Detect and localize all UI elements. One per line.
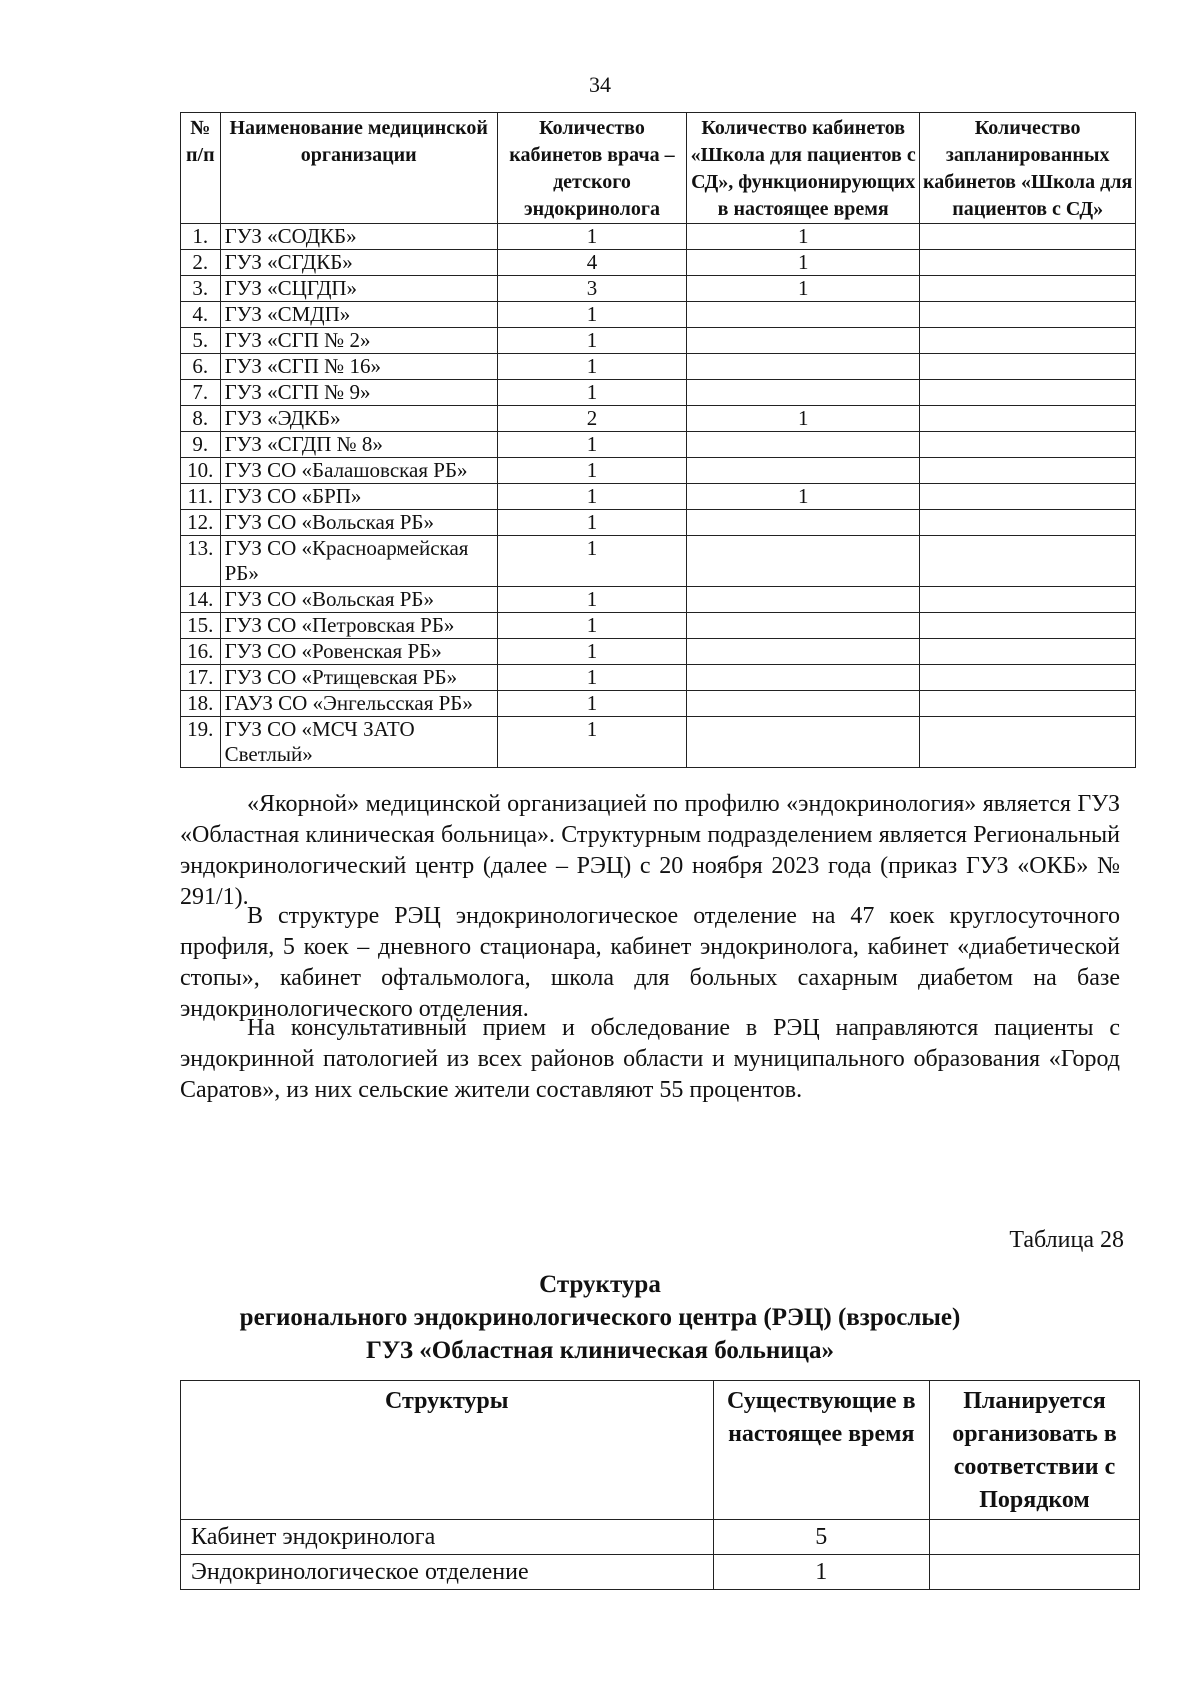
table-row <box>181 665 1136 691</box>
school-cabinets-count <box>687 432 920 458</box>
row-number: 2. <box>181 250 221 276</box>
row-number: 6. <box>181 354 221 380</box>
doctor-cabinets-count: 1 <box>497 484 686 510</box>
row-number: 13. <box>181 536 221 587</box>
school-cabinets-count: 1 <box>687 224 920 250</box>
doctor-cabinets-count: 1 <box>497 639 686 665</box>
organization-name: ГУЗ «СГДП № 8» <box>220 432 497 458</box>
school-cabinets-count: 1 <box>687 250 920 276</box>
header-planned: Планируется организовать в соответствии с Порядком <box>930 1381 1140 1520</box>
school-cabinets-count <box>687 717 920 768</box>
organization-name: ГУЗ «СГП № 16» <box>220 354 497 380</box>
row-number: 3. <box>181 276 221 302</box>
organization-name: ГУЗ «СОДКБ» <box>220 224 497 250</box>
row-number: 19. <box>181 717 221 768</box>
planned-cabinets-count <box>920 432 1136 458</box>
table-row <box>181 328 1136 354</box>
school-cabinets-count <box>687 639 920 665</box>
row-number: 8. <box>181 406 221 432</box>
table-row <box>181 639 1136 665</box>
school-cabinets-count <box>687 302 920 328</box>
row-number: 15. <box>181 613 221 639</box>
doctor-cabinets-count: 2 <box>497 406 686 432</box>
planned-cabinets-count <box>920 406 1136 432</box>
doctor-cabinets-count: 1 <box>497 587 686 613</box>
header-number: № п/п <box>181 113 221 224</box>
paragraph-consultations: На консультативный прием и обследование в РЭЦ направляются пациенты с эндокринной патологией из всех районов области и муниципального образования «Город Саратов», из них сельские жители составляют 55 процентов. <box>180 1015 1120 1103</box>
planned-cabinets-count <box>920 354 1136 380</box>
doctor-cabinets-count: 1 <box>497 536 686 587</box>
doctor-cabinets-count: 1 <box>497 380 686 406</box>
organization-name: ГУЗ «СГП № 2» <box>220 328 497 354</box>
table-row <box>181 224 1136 250</box>
organization-name: ГАУЗ СО «Энгельсская РБ» <box>220 691 497 717</box>
doctor-cabinets-count: 1 <box>497 691 686 717</box>
table-row <box>181 717 1136 768</box>
table-title-line-1: Структура <box>539 1271 661 1298</box>
structure-name: Эндокринологическое отделение <box>181 1555 714 1590</box>
planned-cabinets-count <box>920 276 1136 302</box>
school-cabinets-count <box>687 665 920 691</box>
planned-cabinets-count <box>920 613 1136 639</box>
table-row <box>181 302 1136 328</box>
school-cabinets-count: 1 <box>687 276 920 302</box>
table-label: Таблица 28 <box>1009 1227 1124 1253</box>
table-row <box>181 1555 1140 1590</box>
organization-name: ГУЗ «СГП № 9» <box>220 380 497 406</box>
planned-cabinets-count <box>920 717 1136 768</box>
organization-name: ГУЗ «СЦГДП» <box>220 276 497 302</box>
table-row <box>181 1520 1140 1555</box>
table-row <box>181 458 1136 484</box>
rec-structure-table <box>180 1380 1140 1590</box>
doctor-cabinets-count: 1 <box>497 432 686 458</box>
school-cabinets-count <box>687 691 920 717</box>
header-school-cabinets: Количество кабинетов «Школа для пациентов с СД», функционирующих в настоящее время <box>687 113 920 224</box>
row-number: 14. <box>181 587 221 613</box>
organization-name: ГУЗ СО «Вольская РБ» <box>220 510 497 536</box>
organization-name: ГУЗ СО «Вольская РБ» <box>220 587 497 613</box>
table-row <box>181 250 1136 276</box>
planned-cabinets-count <box>920 510 1136 536</box>
planned-cabinets-count <box>920 691 1136 717</box>
row-number: 16. <box>181 639 221 665</box>
planned-cabinets-count <box>920 536 1136 587</box>
school-cabinets-count <box>687 613 920 639</box>
organization-name: ГУЗ СО «МСЧ ЗАТО Светлый» <box>220 717 497 768</box>
organization-name: ГУЗ СО «Петровская РБ» <box>220 613 497 639</box>
row-number: 7. <box>181 380 221 406</box>
row-number: 18. <box>181 691 221 717</box>
header-planned-cabinets: Количество запланированных кабинетов «Школа для пациентов с СД» <box>920 113 1136 224</box>
table-row <box>181 432 1136 458</box>
organization-name: ГУЗ СО «БРП» <box>220 484 497 510</box>
table-row <box>181 276 1136 302</box>
school-cabinets-count <box>687 354 920 380</box>
table-row <box>181 587 1136 613</box>
table-row <box>181 691 1136 717</box>
school-cabinets-count: 1 <box>687 484 920 510</box>
existing-count: 1 <box>713 1555 929 1590</box>
doctor-cabinets-count: 1 <box>497 458 686 484</box>
table-row <box>181 406 1136 432</box>
table-title-line-3: ГУЗ «Областная клиническая больница» <box>365 1337 835 1364</box>
organization-name: ГУЗ СО «Ртищевская РБ» <box>220 665 497 691</box>
doctor-cabinets-count: 1 <box>497 665 686 691</box>
doctor-cabinets-count: 4 <box>497 250 686 276</box>
planned-cabinets-count <box>920 587 1136 613</box>
school-cabinets-count: 1 <box>687 406 920 432</box>
existing-count: 5 <box>713 1520 929 1555</box>
table-header-row <box>181 1381 1140 1520</box>
organization-name: ГУЗ «СГДКБ» <box>220 250 497 276</box>
planned-cabinets-count <box>920 380 1136 406</box>
header-doctor-cabinets: Количество кабинетов врача – детского эндокринолога <box>497 113 686 224</box>
planned-count <box>930 1555 1140 1590</box>
row-number: 9. <box>181 432 221 458</box>
row-number: 5. <box>181 328 221 354</box>
table-row <box>181 510 1136 536</box>
table-header-row <box>181 113 1136 224</box>
row-number: 12. <box>181 510 221 536</box>
doctor-cabinets-count: 1 <box>497 328 686 354</box>
school-cabinets-count <box>687 328 920 354</box>
organization-name: ГУЗ СО «Балашовская РБ» <box>220 458 497 484</box>
organization-name: ГУЗ СО «Ровенская РБ» <box>220 639 497 665</box>
planned-cabinets-count <box>920 665 1136 691</box>
doctor-cabinets-count: 1 <box>497 613 686 639</box>
organization-name: ГУЗ СО «Красноармейская РБ» <box>220 536 497 587</box>
planned-cabinets-count <box>920 484 1136 510</box>
table-row <box>181 380 1136 406</box>
header-organization: Наименование медицинской организации <box>220 113 497 224</box>
row-number: 1. <box>181 224 221 250</box>
organization-name: ГУЗ «СМДП» <box>220 302 497 328</box>
structure-name: Кабинет эндокринолога <box>181 1520 714 1555</box>
school-cabinets-count <box>687 458 920 484</box>
planned-cabinets-count <box>920 224 1136 250</box>
doctor-cabinets-count: 1 <box>497 354 686 380</box>
planned-cabinets-count <box>920 328 1136 354</box>
school-cabinets-count <box>687 536 920 587</box>
page-number: 34 <box>589 72 611 97</box>
paragraph-anchor-organization: «Якорной» медицинской организацией по профилю «эндокринология» является ГУЗ «Областная клиническая больница». Структурным подразделением является Региональный эндокринологический центр (далее – РЭЦ) с 20 ноября 2023 года (приказ ГУЗ «ОКБ» № 291/1). <box>180 791 1120 910</box>
paragraph-rec-structure: В структуре РЭЦ эндокринологическое отделение на 47 коек круглосуточного профиля, 5 коек – дневного стационара, кабинет эндокринолога, кабинет «диабетической стопы», кабинет офтальмолога, школа для больных сахарным диабетом на базе эндокринологического отделения. <box>180 903 1120 1022</box>
table-title-line-2: регионального эндокринологического центра (РЭЦ) (взрослые) <box>239 1304 961 1331</box>
table-row <box>181 536 1136 587</box>
planned-cabinets-count <box>920 458 1136 484</box>
header-structures: Структуры <box>181 1381 714 1520</box>
table-row <box>181 354 1136 380</box>
header-existing: Существующие в настоящее время <box>713 1381 929 1520</box>
school-cabinets-count <box>687 587 920 613</box>
doctor-cabinets-count: 3 <box>497 276 686 302</box>
doctor-cabinets-count: 1 <box>497 717 686 768</box>
row-number: 4. <box>181 302 221 328</box>
row-number: 17. <box>181 665 221 691</box>
planned-cabinets-count <box>920 639 1136 665</box>
school-cabinets-count <box>687 380 920 406</box>
table-row <box>181 484 1136 510</box>
planned-cabinets-count <box>920 302 1136 328</box>
doctor-cabinets-count: 1 <box>497 302 686 328</box>
row-number: 10. <box>181 458 221 484</box>
school-cabinets-count <box>687 510 920 536</box>
planned-count <box>930 1520 1140 1555</box>
doctor-cabinets-count: 1 <box>497 224 686 250</box>
endocrinology-cabinets-table <box>180 112 1136 768</box>
row-number: 11. <box>181 484 221 510</box>
doctor-cabinets-count: 1 <box>497 510 686 536</box>
planned-cabinets-count <box>920 250 1136 276</box>
table-row <box>181 613 1136 639</box>
organization-name: ГУЗ «ЭДКБ» <box>220 406 497 432</box>
